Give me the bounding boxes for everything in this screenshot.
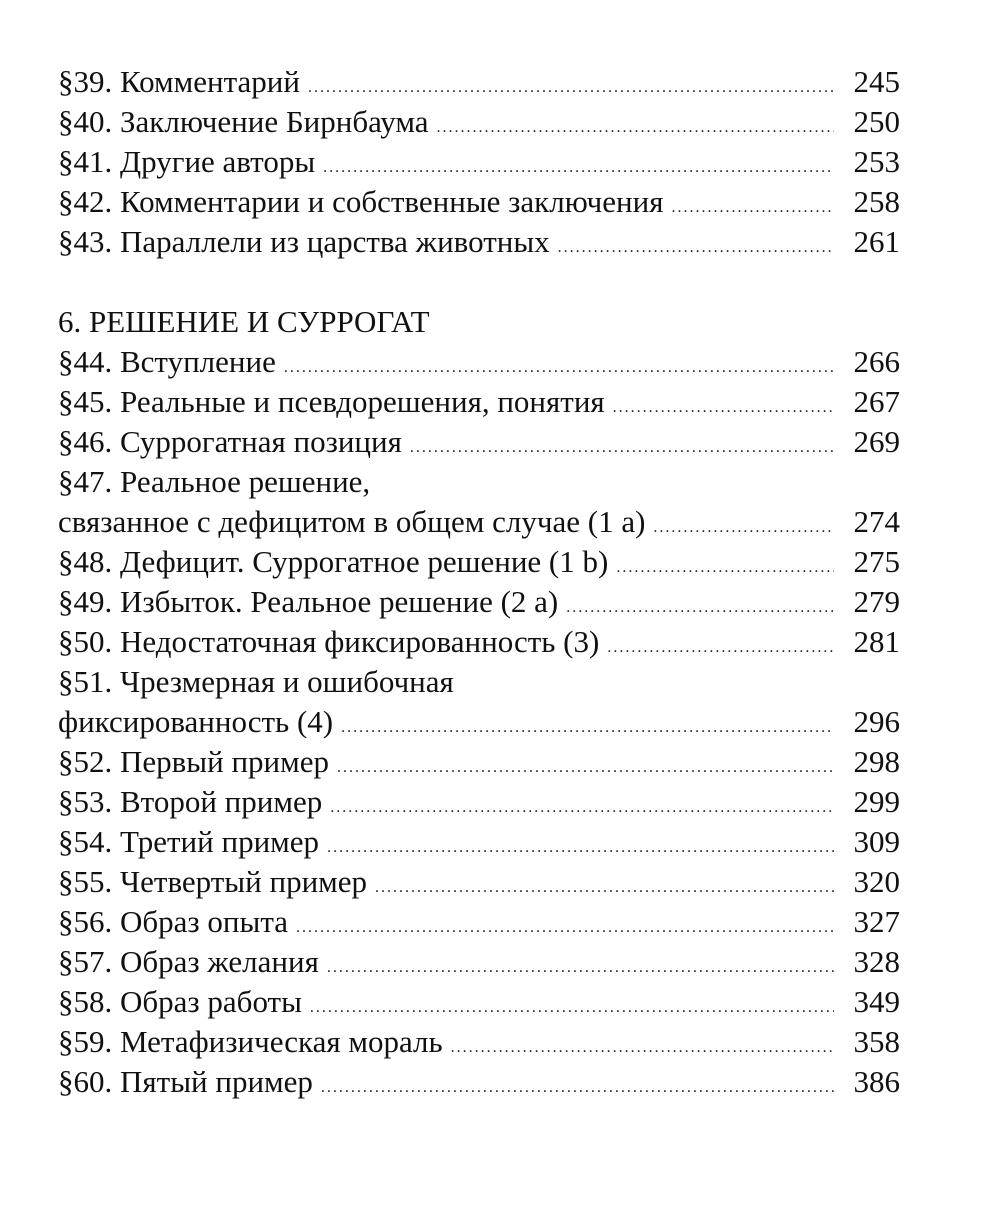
toc-entry-55 — [58, 862, 900, 902]
dot-leader — [410, 422, 834, 468]
toc-entry-50 — [58, 622, 900, 662]
toc-entry-page: 253 — [853, 144, 900, 179]
toc-entry-page: 320 — [853, 864, 900, 899]
toc-entry-title: §55. Четвертый пример — [58, 864, 368, 899]
toc-entry-title: §46. Суррогатная позиция — [58, 424, 402, 459]
toc-entry-page: 281 — [853, 624, 900, 659]
toc-entry-42 — [58, 182, 900, 222]
dot-leader — [607, 622, 834, 668]
toc-entry-page: 266 — [853, 344, 900, 379]
toc-entry-57 — [58, 942, 900, 982]
toc-entry-title: §57. Образ желания — [58, 944, 319, 979]
toc-entry-47 — [58, 502, 900, 542]
toc-entry-47-first-line: §47. Реальное решение, — [58, 464, 371, 499]
toc-entry-51 — [58, 702, 900, 742]
toc-entry-title: §50. Недостаточная фиксированность (3) — [58, 624, 600, 659]
toc-entry-page: 328 — [853, 944, 900, 979]
chapter-heading: 6. РЕШЕНИЕ И СУРРОГАТ — [58, 304, 430, 339]
toc-entry-page: 269 — [853, 424, 900, 459]
toc-entry-page: 245 — [853, 64, 900, 99]
toc-entry-page: 258 — [853, 184, 900, 219]
toc-entry-45 — [58, 382, 900, 422]
toc-entry-page: 296 — [853, 704, 900, 739]
toc-entry-title: §45. Реальные и псевдорешения, понятия — [58, 384, 605, 419]
toc-entry-43 — [58, 222, 900, 262]
toc-entry-title: §48. Дефицит. Суррогатное решение (1 b) — [58, 544, 609, 579]
toc-entry-48 — [58, 542, 900, 582]
toc-entry-title: §58. Образ работы — [58, 984, 302, 1019]
toc-entry-title: §53. Второй пример — [58, 784, 323, 819]
toc-entry-page: 309 — [853, 824, 900, 859]
toc-entry-page: 299 — [853, 784, 900, 819]
toc-entry-44 — [58, 342, 900, 382]
toc-entry-51-first-line: §51. Чрезмерная и ошибочная — [58, 664, 454, 699]
toc-entry-title: §42. Комментарии и собственные заключения — [58, 184, 664, 219]
dot-leader — [558, 222, 834, 268]
toc-entry-60 — [58, 1062, 900, 1102]
toc-entry-title: §40. Заключение Бирнбаума — [58, 104, 429, 139]
toc-entry-title: §59. Метафизическая мораль — [58, 1024, 443, 1059]
toc-entry-title: §56. Образ опыта — [58, 904, 289, 939]
toc-entry-title: §39. Комментарий — [58, 64, 300, 99]
toc-entry-page: 298 — [853, 744, 900, 779]
toc-entry-title: §43. Параллели из царства животных — [58, 224, 550, 259]
toc-entry-title: связанное с дефицитом в общем случае (1 a) — [58, 504, 646, 539]
toc-entry-46 — [58, 422, 900, 462]
toc-entry-56 — [58, 902, 900, 942]
toc-block-chapter-6 — [58, 302, 900, 1102]
table-of-contents — [58, 62, 900, 1102]
toc-entry-page: 250 — [853, 104, 900, 139]
toc-entry-title: §49. Избыток. Реальное решение (2 a) — [58, 584, 559, 619]
toc-entry-title: §44. Вступление — [58, 344, 276, 379]
toc-entry-page: 386 — [853, 1064, 900, 1099]
toc-entry-title: §60. Пятый пример — [58, 1064, 313, 1099]
toc-entry-page: 261 — [853, 224, 900, 259]
toc-entry-49 — [58, 582, 900, 622]
toc-entry-page: 279 — [853, 584, 900, 619]
toc-entry-39 — [58, 62, 900, 102]
toc-entry-page: 327 — [853, 904, 900, 939]
toc-entry-title: §41. Другие авторы — [58, 144, 316, 179]
toc-entry-40 — [58, 102, 900, 142]
toc-entry-page: 274 — [853, 504, 900, 539]
toc-entry-53 — [58, 782, 900, 822]
toc-entry-54 — [58, 822, 900, 862]
toc-entry-title: фиксированность (4) — [58, 704, 334, 739]
toc-entry-page: 358 — [853, 1024, 900, 1059]
toc-entry-58 — [58, 982, 900, 1022]
toc-entry-page: 275 — [853, 544, 900, 579]
toc-entry-page: 267 — [853, 384, 900, 419]
toc-entry-41 — [58, 142, 900, 182]
toc-entry-52 — [58, 742, 900, 782]
dot-leader — [321, 1062, 834, 1108]
toc-entry-59 — [58, 1022, 900, 1062]
toc-entry-title: §52. Первый пример — [58, 744, 330, 779]
toc-entry-page: 349 — [853, 984, 900, 1019]
toc-entry-title: §54. Третий пример — [58, 824, 320, 859]
toc-block-chapter-5-end — [58, 62, 900, 262]
